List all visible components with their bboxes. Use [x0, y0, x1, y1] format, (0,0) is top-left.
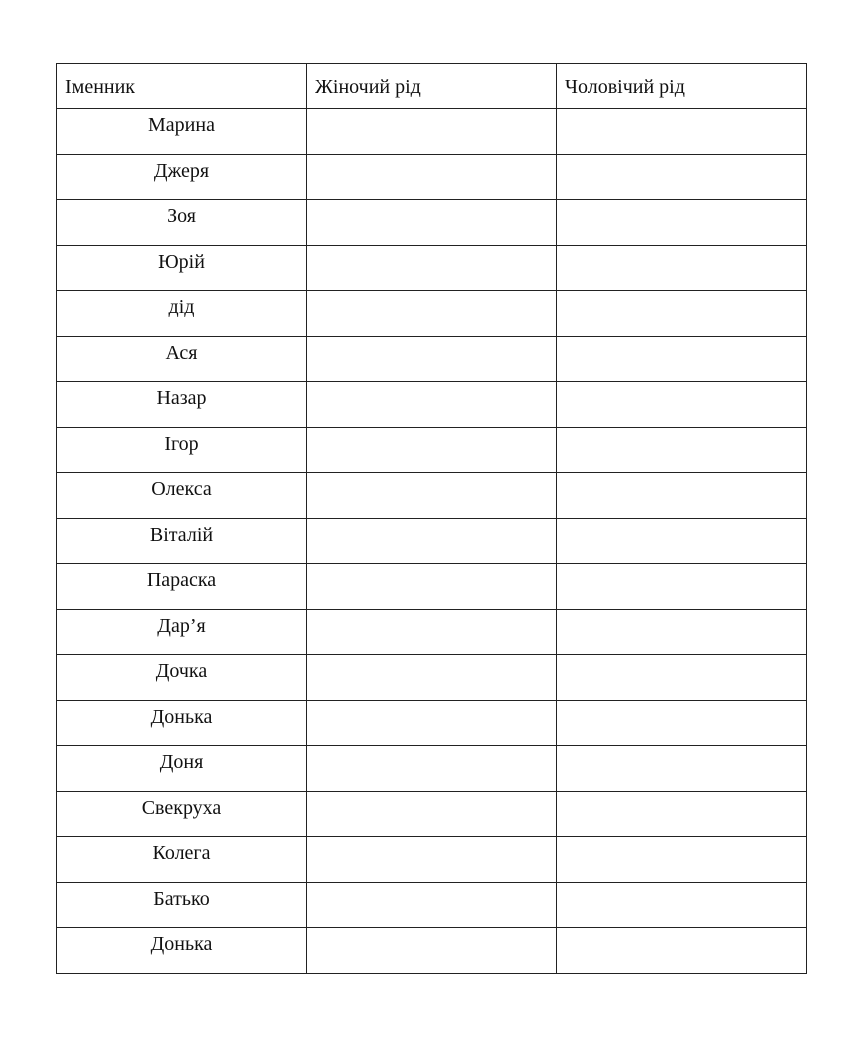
table-row: [57, 746, 807, 792]
table-row: [57, 382, 807, 428]
noun-cell: Батько: [57, 882, 307, 928]
masculine-answer-cell[interactable]: [557, 291, 807, 337]
feminine-answer-cell[interactable]: [307, 245, 557, 291]
table-row: [57, 245, 807, 291]
table-header-row: [57, 64, 807, 109]
feminine-answer-cell[interactable]: [307, 791, 557, 837]
masculine-answer-cell[interactable]: [557, 609, 807, 655]
feminine-answer-cell[interactable]: [307, 837, 557, 883]
table-row: [57, 154, 807, 200]
masculine-answer-cell[interactable]: [557, 473, 807, 519]
masculine-answer-cell[interactable]: [557, 700, 807, 746]
noun-cell: Юрій: [57, 245, 307, 291]
feminine-answer-cell[interactable]: [307, 200, 557, 246]
table-row: [57, 655, 807, 701]
feminine-answer-cell[interactable]: [307, 928, 557, 974]
feminine-answer-cell[interactable]: [307, 518, 557, 564]
feminine-answer-cell[interactable]: [307, 473, 557, 519]
noun-cell: Марина: [57, 109, 307, 155]
table-row: [57, 791, 807, 837]
noun-cell: дід: [57, 291, 307, 337]
table-row: [57, 837, 807, 883]
masculine-answer-cell[interactable]: [557, 564, 807, 610]
feminine-answer-cell[interactable]: [307, 109, 557, 155]
noun-gender-table: [56, 63, 807, 974]
noun-cell: Олекса: [57, 473, 307, 519]
masculine-answer-cell[interactable]: [557, 382, 807, 428]
table-row: [57, 564, 807, 610]
feminine-answer-cell[interactable]: [307, 336, 557, 382]
table-row: [57, 928, 807, 974]
feminine-answer-cell[interactable]: [307, 609, 557, 655]
table-row: [57, 473, 807, 519]
masculine-answer-cell[interactable]: [557, 928, 807, 974]
table-row: [57, 609, 807, 655]
masculine-answer-cell[interactable]: [557, 336, 807, 382]
feminine-answer-cell[interactable]: [307, 746, 557, 792]
noun-cell: Зоя: [57, 200, 307, 246]
feminine-answer-cell[interactable]: [307, 700, 557, 746]
header-feminine: Жіночий рід: [307, 64, 557, 109]
table-row: [57, 700, 807, 746]
noun-cell: Віталій: [57, 518, 307, 564]
feminine-answer-cell[interactable]: [307, 291, 557, 337]
masculine-answer-cell[interactable]: [557, 746, 807, 792]
table-row: [57, 200, 807, 246]
noun-cell: Ася: [57, 336, 307, 382]
header-noun: Іменник: [57, 64, 307, 109]
feminine-answer-cell[interactable]: [307, 154, 557, 200]
noun-cell: Назар: [57, 382, 307, 428]
feminine-answer-cell[interactable]: [307, 564, 557, 610]
table-row: [57, 109, 807, 155]
masculine-answer-cell[interactable]: [557, 837, 807, 883]
noun-cell: Доня: [57, 746, 307, 792]
noun-cell: Донька: [57, 928, 307, 974]
noun-cell: Свекруха: [57, 791, 307, 837]
table-body: [57, 109, 807, 974]
masculine-answer-cell[interactable]: [557, 154, 807, 200]
noun-cell: Колега: [57, 837, 307, 883]
table-row: [57, 336, 807, 382]
noun-cell: Дочка: [57, 655, 307, 701]
noun-cell: Джеря: [57, 154, 307, 200]
masculine-answer-cell[interactable]: [557, 109, 807, 155]
header-masculine: Чоловічий рід: [557, 64, 807, 109]
masculine-answer-cell[interactable]: [557, 882, 807, 928]
table-row: [57, 427, 807, 473]
masculine-answer-cell[interactable]: [557, 518, 807, 564]
noun-cell: Ігор: [57, 427, 307, 473]
noun-cell: Донька: [57, 700, 307, 746]
feminine-answer-cell[interactable]: [307, 882, 557, 928]
table-row: [57, 291, 807, 337]
table-row: [57, 882, 807, 928]
masculine-answer-cell[interactable]: [557, 200, 807, 246]
feminine-answer-cell[interactable]: [307, 382, 557, 428]
table-row: [57, 518, 807, 564]
masculine-answer-cell[interactable]: [557, 245, 807, 291]
masculine-answer-cell[interactable]: [557, 791, 807, 837]
feminine-answer-cell[interactable]: [307, 655, 557, 701]
masculine-answer-cell[interactable]: [557, 655, 807, 701]
feminine-answer-cell[interactable]: [307, 427, 557, 473]
noun-cell: Дар’я: [57, 609, 307, 655]
masculine-answer-cell[interactable]: [557, 427, 807, 473]
noun-cell: Параска: [57, 564, 307, 610]
